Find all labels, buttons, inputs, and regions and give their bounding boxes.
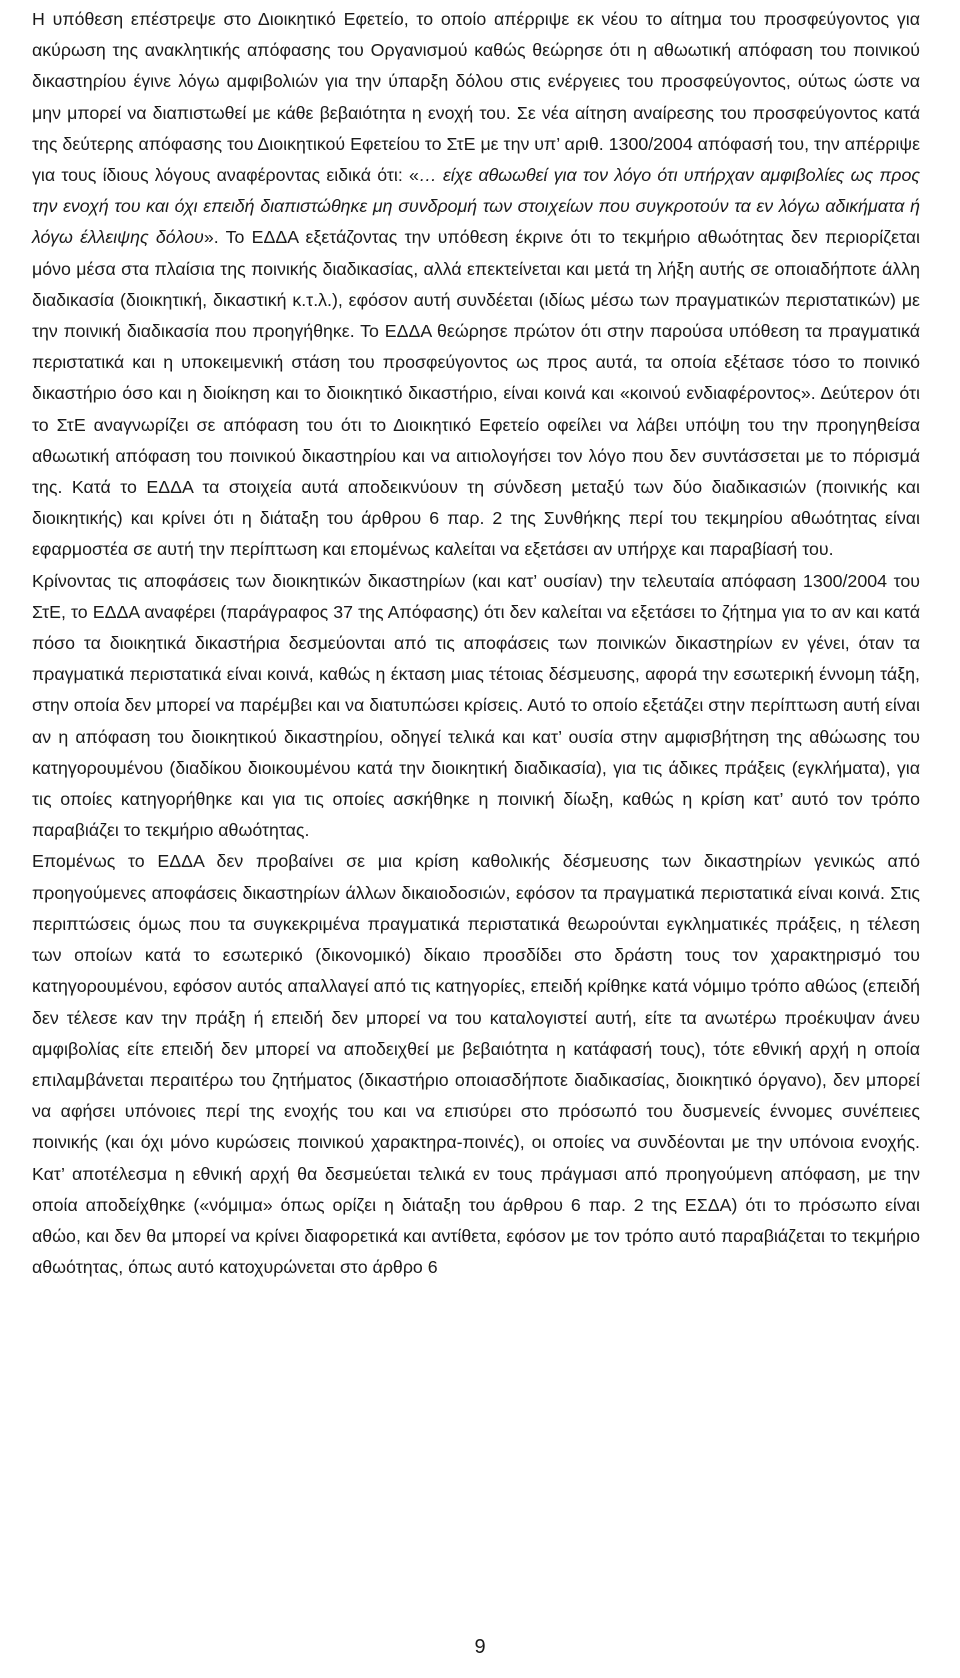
- page-number: 9: [474, 1636, 486, 1658]
- paragraph-1: [32, 4, 920, 566]
- paragraph-1-text-before-quote: Η υπόθεση επέστρεψε στο Διοικητικό Εφετείο, το οποίο απέρριψε εκ νέου το αίτημα του προσφεύγοντος για ακύρωση της ανακλητικής απόφασης του Οργανισμού καθώς θεώρησε ότι η αθωωτική απόφαση του ποινικού δικαστηρίου έγινε λόγω αμφιβολιών για την ύπαρξη δόλου στις ενέργειες του προσφεύγοντος, ούτως ώστε να μην μπορεί να διαπιστωθεί με κάθε βεβαιότητα η ενοχή του. Σε νέα αίτηση αναίρεσης του προσφεύγοντος κατά της δεύτερης απόφασης του Διοικητικού Εφετείου το ΣτΕ με την υπ’ αριθ. 1300/2004 απόφασή του, την απέρριψε για τους ίδιους λόγους αναφέροντας ειδικά ότι: «: [32, 9, 920, 186]
- document-body: [32, 4, 920, 1283]
- paragraph-1-quote: … είχε αθωωθεί για τον λόγο ότι υπήρχαν αμφιβολίες ως προς την ενοχή του και όχι επειδή διαπιστώθηκε μη συνδρομή των στοιχείων που συγκροτούν τα εν λόγω αδικήματα ή λόγω έλλειψης δόλου: [32, 165, 921, 248]
- paragraph-2: Κρίνοντας τις αποφάσεις των διοικητικών δικαστηρίων (και κατ’ ουσίαν) την τελευταία απόφαση 1300/2004 του ΣτΕ, το ΕΔΔΑ αναφέρει (παράγραφος 37 της Απόφασης) ότι δεν καλείται να εξετάσει το ζήτημα για το αν και κατά πόσο τα διοικητικά δικαστήρια δεσμεύονται από τις αποφάσεις των ποινικών δικαστηρίων εν γένει, όταν τα πραγματικά περιστατικά είναι κοινά, καθώς η έκταση μιας τέτοιας δέσμευσης, αφορά την εσωτερική έννομη τάξη, στην οποία δεν μπορεί να παρέμβει και να διατυπώσει κρίσεις. Αυτό το οποίο εξετάζει στην περίπτωση αυτή είναι αν η απόφαση του διοικητικού δικαστηρίου, οδηγεί τελικά και κατ’ ουσία στην αμφισβήτηση της αθώωσης του κατηγορουμένου (διαδίκου διοικουμένου κατά την διοικητική διαδικασία), για τις άδικες πράξεις (εγκλήματα), για τις οποίες κατηγορήθηκε και για τις οποίες ασκήθηκε η ποινική δίωξη, καθώς η κρίση κατ’ αυτό τον τρόπο παραβιάζει το τεκμήριο αθωότητας.: [32, 570, 920, 841]
- paragraph-3: Επομένως το ΕΔΔΑ δεν προβαίνει σε μια κρίση καθολικής δέσμευσης των δικαστηρίων γενικώς από προηγούμενες αποφάσεις δικαστηρίων άλλων δικαιοδοσιών, εφόσον τα πραγματικά περιστατικά είναι κοινά. Στις περιπτώσεις όμως που τα συγκεκριμένα πραγματικά περιστατικά θεωρούνται εγκληματικές πράξεις, η τέλεση των οποίων κατά το εσωτερικό (δικονομικό) δίκαιο προσδίδει στο δράστη τους τον χαρακτηρισμό του κατηγορουμένου, εφόσον αυτός απαλλαγεί από τις κατηγορίες, επειδή κρίθηκε κατά νόμιμο τρόπο αθώος (επειδή δεν τέλεσε καν την πράξη ή επειδή δεν μπορεί να του καταλογιστεί αυτή, είτε τα ανωτέρω προέκυψαν άνευ αμφιβολίας είτε επειδή δεν μπορεί να αποδειχθεί με βεβαιότητα η κατάφασή τους), τότε εθνική αρχή η οποία επιλαμβάνεται περαιτέρω του ζητήματος (δικαστήριο οποιασδήποτε διαδικασίας, διοικητικό όργανο), δεν μπορεί να αφήσει υπόνοιες περί της ενοχής του και να επισύρει στο πρόσωπό του δυσμενείς έννομες συνέπειες ποινικής (και όχι μόνο κυρώσεις ποινικού χαρακτηρα-ποινές), οι οποίες να συνδέονται με την υπόνοια ενοχής. Κατ’ αποτέλεσμα η εθνική αρχή θα δεσμεύεται τελικά εν τους πράγμασι από προηγούμενη απόφαση, με την οποία αποδείχθηκε («νόμιμα» όπως ορίζει η διάταξη του άρθρου 6 παρ. 2 της ΕΣΔΑ) ότι το πρόσωπο είναι αθώο, και δεν θα μπορεί να κρίνει διαφορετικά και αντίθετα, εφόσον με τον τρόπο αυτό παραβιάζεται το τεκμήριο αθωότητας, όπως αυτό κατοχυρώνεται στο άρθρο 6: [32, 851, 920, 1278]
- paragraph-1-text-after-quote: ». Το ΕΔΔΑ εξετάζοντας την υπόθεση έκρινε ότι το τεκμήριο αθωότητας δεν περιορίζεται μόνο μέσα στα πλαίσια της ποινικής διαδικασίας, αλλά επεκτείνεται και μετά τη λήξη αυτής σε οποιαδήποτε άλλη διαδικασία (διοικητική, δικαστική κ.τ.λ.), εφόσον αυτή συνδέεται (ιδίως μέσω των πραγματικών περιστατικών) με την ποινική διαδικασία που προηγήθηκε. Το ΕΔΔΑ θεώρησε πρώτον ότι στην παρούσα υπόθεση τα πραγματικά περιστατικά και η υποκειμενική στάση του προσφεύγοντος ως προς αυτά, τα οποία εξέτασε τόσο το ποινικό δικαστήριο όσο και η διοίκηση και το διοικητικό δικαστήριο, είναι κοινά και «κοινού ενδιαφέροντος». Δεύτερον ότι το ΣτΕ αναγνωρίζει σε απόφαση του ότι το Διοικητικό Εφετείο οφείλει να λάβει υπόψη του την προηγηθείσα αθωωτική απόφαση του ποινικού δικαστηρίου και να αιτιολογήσει τον λόγο που δεν συντάσσεται με το πόρισμά της. Κατά το ΕΔΔΑ τα στοιχεία αυτά αποδεικνύουν τη σύνδεση μεταξύ των δύο διαδικασιών (ποινικής και διοικητικής) και κρίνει ότι η διάταξη του άρθρου 6 παρ. 2 της Συνθήκης περί του τεκμηρίου αθωότητας είναι εφαρμοστέα σε αυτή την περίπτωση και επομένως καλείται να εξετάσει αν υπήρχε και παραβίασή του.: [32, 227, 920, 560]
